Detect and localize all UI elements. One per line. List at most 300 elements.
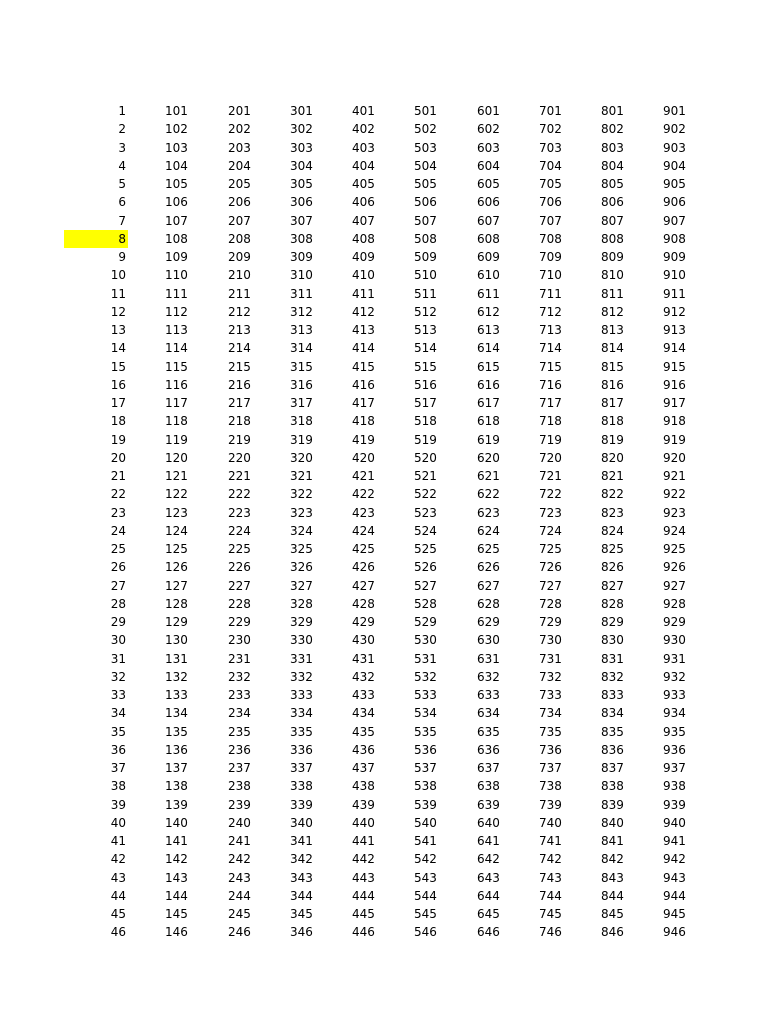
table-cell[interactable]: 645 [477, 907, 500, 921]
table-cell[interactable]: 717 [539, 396, 562, 410]
table-cell[interactable]: 309 [290, 250, 313, 264]
table-cell[interactable]: 812 [601, 304, 624, 319]
table-cell[interactable]: 708 [539, 231, 562, 246]
table-cell[interactable]: 225 [228, 542, 251, 556]
table-cell[interactable]: 107 [165, 213, 188, 228]
table-cell[interactable]: 428 [352, 596, 375, 611]
table-cell[interactable]: 841 [601, 834, 624, 848]
table-cell[interactable]: 410 [352, 268, 375, 283]
table-cell[interactable]: 30 [110, 633, 126, 648]
table-cell[interactable]: 17 [110, 396, 126, 410]
table-cell[interactable]: 702 [539, 122, 562, 137]
table-cell[interactable]: 907 [663, 213, 686, 228]
table-cell[interactable]: 430 [352, 633, 375, 648]
table-cell[interactable]: 545 [414, 907, 437, 921]
table-cell[interactable]: 38 [110, 779, 126, 794]
table-cell[interactable]: 729 [539, 615, 562, 629]
table-cell[interactable]: 931 [663, 651, 686, 666]
table-cell[interactable]: 805 [601, 177, 624, 191]
table-cell[interactable]: 534 [414, 706, 437, 721]
table-cell[interactable]: 839 [601, 797, 624, 812]
table-cell[interactable]: 204 [228, 158, 251, 173]
table-cell[interactable]: 420 [352, 450, 375, 465]
table-cell[interactable]: 44 [110, 888, 126, 903]
table-cell[interactable]: 811 [601, 286, 624, 301]
table-cell[interactable]: 6 [118, 195, 126, 210]
table-cell[interactable]: 925 [663, 542, 686, 556]
table-cell[interactable]: 324 [290, 523, 313, 538]
table-cell[interactable]: 831 [601, 651, 624, 666]
table-cell[interactable]: 342 [290, 852, 313, 867]
table-cell[interactable]: 111 [165, 286, 188, 301]
table-cell[interactable]: 606 [477, 195, 500, 210]
table-cell[interactable]: 137 [165, 761, 188, 775]
table-cell[interactable]: 815 [601, 359, 624, 374]
table-cell[interactable]: 833 [601, 688, 624, 702]
table-cell[interactable]: 331 [290, 651, 313, 666]
table-cell[interactable]: 215 [228, 359, 251, 374]
table-cell[interactable]: 721 [539, 469, 562, 483]
table-cell[interactable]: 301 [290, 104, 313, 118]
table-cell[interactable]: 929 [663, 615, 686, 629]
table-cell[interactable]: 313 [290, 323, 313, 337]
table-cell[interactable]: 213 [228, 323, 251, 337]
table-cell[interactable]: 31 [110, 651, 126, 666]
table-cell[interactable]: 319 [290, 432, 313, 447]
table-cell[interactable]: 127 [165, 578, 188, 593]
table-cell[interactable]: 720 [539, 450, 562, 465]
table-cell[interactable]: 32 [110, 669, 126, 684]
table-cell[interactable]: 227 [228, 578, 251, 593]
table-cell[interactable]: 921 [663, 469, 686, 483]
table-cell[interactable]: 442 [352, 852, 375, 867]
table-cell[interactable]: 906 [663, 195, 686, 210]
table-cell[interactable]: 212 [228, 304, 251, 319]
table-cell[interactable]: 317 [290, 396, 313, 410]
table-cell[interactable]: 205 [228, 177, 251, 191]
table-cell[interactable]: 934 [663, 706, 686, 721]
table-cell[interactable]: 102 [165, 122, 188, 137]
table-cell[interactable]: 905 [663, 177, 686, 191]
table-cell[interactable]: 626 [477, 560, 500, 575]
table-cell[interactable]: 121 [165, 469, 188, 483]
table-cell[interactable]: 133 [165, 688, 188, 702]
table-cell[interactable]: 826 [601, 560, 624, 575]
table-cell[interactable]: 737 [539, 761, 562, 775]
table-cell[interactable]: 608 [477, 231, 500, 246]
table-cell[interactable]: 143 [165, 870, 188, 885]
table-cell[interactable]: 118 [165, 414, 188, 429]
table-cell[interactable]: 703 [539, 140, 562, 155]
table-cell[interactable]: 801 [601, 104, 624, 118]
table-cell[interactable]: 816 [601, 377, 624, 392]
table-cell[interactable]: 631 [477, 651, 500, 666]
table-cell[interactable]: 135 [165, 724, 188, 739]
table-cell[interactable]: 320 [290, 450, 313, 465]
table-cell[interactable]: 538 [414, 779, 437, 794]
table-cell[interactable]: 735 [539, 724, 562, 739]
table-cell[interactable]: 29 [110, 615, 126, 629]
table-cell[interactable]: 927 [663, 578, 686, 593]
table-cell[interactable]: 146 [165, 925, 188, 940]
table-cell[interactable]: 527 [414, 578, 437, 593]
table-cell[interactable]: 346 [290, 925, 313, 940]
table-cell[interactable]: 224 [228, 523, 251, 538]
table-cell[interactable]: 339 [290, 797, 313, 812]
table-cell[interactable]: 726 [539, 560, 562, 575]
table-cell[interactable]: 26 [110, 560, 126, 575]
table-cell[interactable]: 806 [601, 195, 624, 210]
table-cell[interactable]: 405 [352, 177, 375, 191]
table-cell[interactable]: 844 [601, 888, 624, 903]
table-cell[interactable]: 918 [663, 414, 686, 429]
table-cell[interactable]: 401 [352, 104, 375, 118]
table-cell[interactable]: 402 [352, 122, 375, 137]
table-cell[interactable]: 45 [110, 907, 126, 921]
table-cell[interactable]: 16 [110, 377, 126, 392]
table-cell[interactable]: 114 [165, 341, 188, 356]
table-cell[interactable]: 639 [477, 797, 500, 812]
table-cell[interactable]: 222 [228, 487, 251, 502]
table-cell[interactable]: 510 [414, 268, 437, 283]
table-cell[interactable]: 7 [118, 213, 126, 228]
table-cell[interactable]: 27 [110, 578, 126, 593]
table-cell[interactable]: 444 [352, 888, 375, 903]
table-cell[interactable]: 901 [663, 104, 686, 118]
table-cell[interactable]: 335 [290, 724, 313, 739]
table-cell[interactable]: 106 [165, 195, 188, 210]
table-cell[interactable]: 627 [477, 578, 500, 593]
table-cell[interactable]: 13 [110, 323, 126, 337]
table-cell[interactable]: 707 [539, 213, 562, 228]
table-cell[interactable]: 540 [414, 815, 437, 830]
table-cell[interactable]: 506 [414, 195, 437, 210]
table-cell[interactable]: 809 [601, 250, 624, 264]
table-cell[interactable]: 116 [165, 377, 188, 392]
table-cell[interactable]: 542 [414, 852, 437, 867]
table-cell[interactable]: 605 [477, 177, 500, 191]
table-cell[interactable]: 315 [290, 359, 313, 374]
table-cell[interactable]: 214 [228, 341, 251, 356]
table-cell[interactable]: 119 [165, 432, 188, 447]
table-cell[interactable]: 124 [165, 523, 188, 538]
table-cell[interactable]: 424 [352, 523, 375, 538]
table-cell[interactable]: 207 [228, 213, 251, 228]
table-cell[interactable]: 632 [477, 669, 500, 684]
table-cell[interactable]: 25 [110, 542, 126, 556]
table-cell[interactable]: 243 [228, 870, 251, 885]
table-cell[interactable]: 611 [477, 286, 500, 301]
table-cell[interactable]: 533 [414, 688, 437, 702]
table-cell[interactable]: 409 [352, 250, 375, 264]
table-cell[interactable]: 617 [477, 396, 500, 410]
table-cell[interactable]: 406 [352, 195, 375, 210]
table-cell[interactable]: 628 [477, 596, 500, 611]
table-cell[interactable]: 310 [290, 268, 313, 283]
table-cell[interactable]: 236 [228, 742, 251, 757]
highlighted-cell[interactable]: 8 [64, 230, 128, 248]
table-cell[interactable]: 804 [601, 158, 624, 173]
table-cell[interactable]: 642 [477, 852, 500, 867]
table-cell[interactable]: 4 [118, 158, 126, 173]
table-cell[interactable]: 140 [165, 815, 188, 830]
table-cell[interactable]: 211 [228, 286, 251, 301]
table-cell[interactable]: 427 [352, 578, 375, 593]
table-cell[interactable]: 15 [110, 359, 126, 374]
table-cell[interactable]: 746 [539, 925, 562, 940]
table-cell[interactable]: 208 [228, 231, 251, 246]
table-cell[interactable]: 113 [165, 323, 188, 337]
table-cell[interactable]: 235 [228, 724, 251, 739]
table-cell[interactable]: 33 [110, 688, 126, 702]
table-cell[interactable]: 130 [165, 633, 188, 648]
table-cell[interactable]: 817 [601, 396, 624, 410]
table-cell[interactable]: 602 [477, 122, 500, 137]
table-cell[interactable]: 744 [539, 888, 562, 903]
table-cell[interactable]: 601 [477, 104, 500, 118]
table-cell[interactable]: 122 [165, 487, 188, 502]
table-cell[interactable]: 302 [290, 122, 313, 137]
table-cell[interactable]: 716 [539, 377, 562, 392]
table-cell[interactable]: 711 [539, 286, 562, 301]
table-cell[interactable]: 39 [110, 797, 126, 812]
table-cell[interactable]: 616 [477, 377, 500, 392]
table-cell[interactable]: 840 [601, 815, 624, 830]
table-cell[interactable]: 734 [539, 706, 562, 721]
table-cell[interactable]: 223 [228, 505, 251, 520]
table-cell[interactable]: 943 [663, 870, 686, 885]
table-cell[interactable]: 318 [290, 414, 313, 429]
table-cell[interactable]: 915 [663, 359, 686, 374]
table-cell[interactable]: 210 [228, 268, 251, 283]
table-cell[interactable]: 203 [228, 140, 251, 155]
table-cell[interactable]: 618 [477, 414, 500, 429]
table-cell[interactable]: 633 [477, 688, 500, 702]
table-cell[interactable]: 329 [290, 615, 313, 629]
table-cell[interactable]: 446 [352, 925, 375, 940]
table-cell[interactable]: 724 [539, 523, 562, 538]
table-cell[interactable]: 813 [601, 323, 624, 337]
table-cell[interactable]: 311 [290, 286, 313, 301]
table-cell[interactable]: 821 [601, 469, 624, 483]
table-cell[interactable]: 216 [228, 377, 251, 392]
table-cell[interactable]: 314 [290, 341, 313, 356]
table-cell[interactable]: 441 [352, 834, 375, 848]
table-cell[interactable]: 725 [539, 542, 562, 556]
table-cell[interactable]: 924 [663, 523, 686, 538]
table-cell[interactable]: 418 [352, 414, 375, 429]
table-cell[interactable]: 742 [539, 852, 562, 867]
table-cell[interactable]: 304 [290, 158, 313, 173]
table-cell[interactable]: 625 [477, 542, 500, 556]
table-cell[interactable]: 730 [539, 633, 562, 648]
table-cell[interactable]: 535 [414, 724, 437, 739]
table-cell[interactable]: 930 [663, 633, 686, 648]
table-cell[interactable]: 413 [352, 323, 375, 337]
table-cell[interactable]: 727 [539, 578, 562, 593]
table-cell[interactable]: 323 [290, 505, 313, 520]
table-cell[interactable]: 834 [601, 706, 624, 721]
table-cell[interactable]: 145 [165, 907, 188, 921]
table-cell[interactable]: 435 [352, 724, 375, 739]
table-cell[interactable]: 202 [228, 122, 251, 137]
table-cell[interactable]: 501 [414, 104, 437, 118]
table-cell[interactable]: 920 [663, 450, 686, 465]
table-cell[interactable]: 36 [110, 742, 126, 757]
table-cell[interactable]: 23 [110, 505, 126, 520]
table-cell[interactable]: 933 [663, 688, 686, 702]
table-cell[interactable]: 621 [477, 469, 500, 483]
table-cell[interactable]: 714 [539, 341, 562, 356]
table-cell[interactable]: 715 [539, 359, 562, 374]
table-cell[interactable]: 615 [477, 359, 500, 374]
table-cell[interactable]: 109 [165, 250, 188, 264]
table-cell[interactable]: 802 [601, 122, 624, 137]
table-cell[interactable]: 42 [110, 852, 126, 867]
table-cell[interactable]: 503 [414, 140, 437, 155]
table-cell[interactable]: 110 [165, 268, 188, 283]
table-cell[interactable]: 807 [601, 213, 624, 228]
table-cell[interactable]: 345 [290, 907, 313, 921]
table-cell[interactable]: 209 [228, 250, 251, 264]
table-cell[interactable]: 141 [165, 834, 188, 848]
table-cell[interactable]: 810 [601, 268, 624, 283]
table-cell[interactable]: 938 [663, 779, 686, 794]
table-cell[interactable]: 825 [601, 542, 624, 556]
table-cell[interactable]: 613 [477, 323, 500, 337]
table-cell[interactable]: 739 [539, 797, 562, 812]
table-cell[interactable]: 526 [414, 560, 437, 575]
table-cell[interactable]: 421 [352, 469, 375, 483]
table-cell[interactable]: 723 [539, 505, 562, 520]
table-cell[interactable]: 612 [477, 304, 500, 319]
table-cell[interactable]: 415 [352, 359, 375, 374]
table-cell[interactable]: 241 [228, 834, 251, 848]
table-cell[interactable]: 338 [290, 779, 313, 794]
table-cell[interactable]: 136 [165, 742, 188, 757]
table-cell[interactable]: 614 [477, 341, 500, 356]
table-cell[interactable]: 917 [663, 396, 686, 410]
table-cell[interactable]: 932 [663, 669, 686, 684]
table-cell[interactable]: 419 [352, 432, 375, 447]
table-cell[interactable]: 536 [414, 742, 437, 757]
table-cell[interactable]: 231 [228, 651, 251, 666]
table-cell[interactable]: 24 [110, 523, 126, 538]
table-cell[interactable]: 132 [165, 669, 188, 684]
table-cell[interactable]: 514 [414, 341, 437, 356]
table-cell[interactable]: 609 [477, 250, 500, 264]
table-cell[interactable]: 337 [290, 761, 313, 775]
table-cell[interactable]: 623 [477, 505, 500, 520]
table-cell[interactable]: 307 [290, 213, 313, 228]
table-cell[interactable]: 432 [352, 669, 375, 684]
table-cell[interactable]: 5 [118, 177, 126, 191]
table-cell[interactable]: 509 [414, 250, 437, 264]
table-cell[interactable]: 417 [352, 396, 375, 410]
table-cell[interactable]: 823 [601, 505, 624, 520]
table-cell[interactable]: 722 [539, 487, 562, 502]
table-cell[interactable]: 928 [663, 596, 686, 611]
table-cell[interactable]: 316 [290, 377, 313, 392]
table-cell[interactable]: 511 [414, 286, 437, 301]
table-cell[interactable]: 407 [352, 213, 375, 228]
table-cell[interactable]: 328 [290, 596, 313, 611]
table-cell[interactable]: 128 [165, 596, 188, 611]
table-cell[interactable]: 908 [663, 231, 686, 246]
table-cell[interactable]: 438 [352, 779, 375, 794]
table-cell[interactable]: 104 [165, 158, 188, 173]
table-cell[interactable]: 434 [352, 706, 375, 721]
table-cell[interactable]: 10 [110, 268, 126, 283]
table-cell[interactable]: 619 [477, 432, 500, 447]
table-cell[interactable]: 108 [165, 231, 188, 246]
table-cell[interactable]: 820 [601, 450, 624, 465]
table-cell[interactable]: 230 [228, 633, 251, 648]
table-cell[interactable]: 322 [290, 487, 313, 502]
table-cell[interactable]: 635 [477, 724, 500, 739]
table-cell[interactable]: 12 [110, 304, 126, 319]
table-cell[interactable]: 344 [290, 888, 313, 903]
table-cell[interactable]: 9 [118, 250, 126, 264]
table-cell[interactable]: 126 [165, 560, 188, 575]
table-cell[interactable]: 508 [414, 231, 437, 246]
table-cell[interactable]: 242 [228, 852, 251, 867]
table-cell[interactable]: 745 [539, 907, 562, 921]
table-cell[interactable]: 244 [228, 888, 251, 903]
table-cell[interactable]: 607 [477, 213, 500, 228]
table-cell[interactable]: 736 [539, 742, 562, 757]
table-cell[interactable]: 206 [228, 195, 251, 210]
table-cell[interactable]: 539 [414, 797, 437, 812]
table-cell[interactable]: 139 [165, 797, 188, 812]
table-cell[interactable]: 325 [290, 542, 313, 556]
table-cell[interactable]: 634 [477, 706, 500, 721]
table-cell[interactable]: 846 [601, 925, 624, 940]
table-cell[interactable]: 404 [352, 158, 375, 173]
table-cell[interactable]: 945 [663, 907, 686, 921]
table-cell[interactable]: 35 [110, 724, 126, 739]
table-cell[interactable]: 937 [663, 761, 686, 775]
table-cell[interactable]: 502 [414, 122, 437, 137]
table-cell[interactable]: 443 [352, 870, 375, 885]
table-cell[interactable]: 712 [539, 304, 562, 319]
table-cell[interactable]: 919 [663, 432, 686, 447]
table-cell[interactable]: 941 [663, 834, 686, 848]
table-cell[interactable]: 620 [477, 450, 500, 465]
table-cell[interactable]: 524 [414, 523, 437, 538]
table-cell[interactable]: 504 [414, 158, 437, 173]
table-cell[interactable]: 719 [539, 432, 562, 447]
table-cell[interactable]: 412 [352, 304, 375, 319]
table-cell[interactable]: 829 [601, 615, 624, 629]
table-cell[interactable]: 914 [663, 341, 686, 356]
table-cell[interactable]: 922 [663, 487, 686, 502]
table-cell[interactable]: 838 [601, 779, 624, 794]
table-cell[interactable]: 326 [290, 560, 313, 575]
table-cell[interactable]: 125 [165, 542, 188, 556]
table-cell[interactable]: 713 [539, 323, 562, 337]
table-cell[interactable]: 936 [663, 742, 686, 757]
table-cell[interactable]: 306 [290, 195, 313, 210]
table-cell[interactable]: 946 [663, 925, 686, 940]
table-cell[interactable]: 333 [290, 688, 313, 702]
table-cell[interactable]: 46 [110, 925, 126, 940]
table-cell[interactable]: 221 [228, 469, 251, 483]
table-cell[interactable]: 531 [414, 651, 437, 666]
table-cell[interactable]: 832 [601, 669, 624, 684]
table-cell[interactable]: 240 [228, 815, 251, 830]
table-cell[interactable]: 622 [477, 487, 500, 502]
